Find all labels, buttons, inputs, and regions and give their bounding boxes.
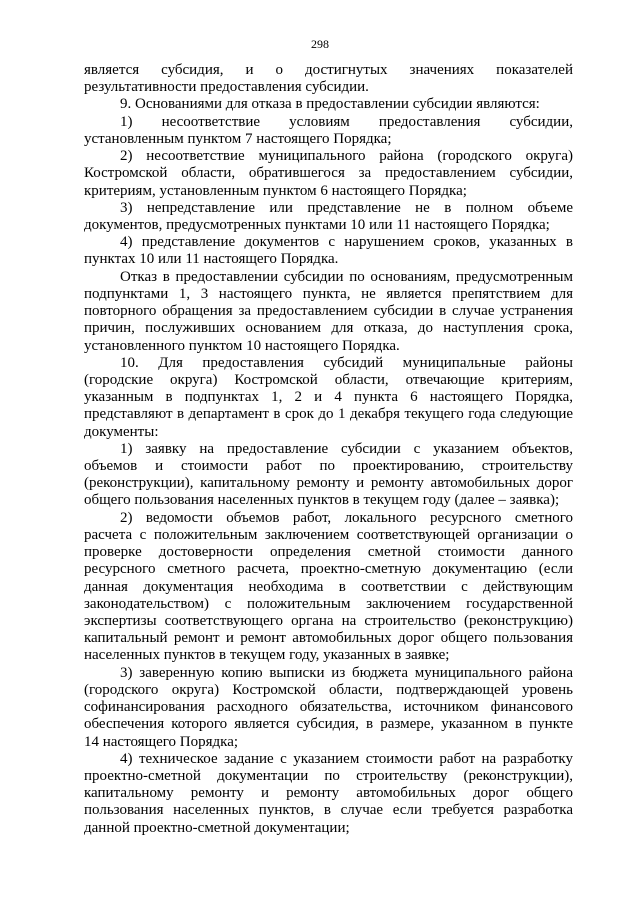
paragraph-doc-2	[84, 510, 573, 665]
text-line: софинансирования расходного обязательства, источником финансового	[84, 699, 573, 716]
text-line: объемов и стоимости работ по проектированию, строительству	[84, 458, 573, 475]
text-line: 2) ведомости объемов работ, локального ресурсного сметного	[120, 509, 573, 526]
text-line: причин, послуживших основанием для отказа, до наступления срока,	[84, 320, 573, 337]
text-line: 9. Основаниями для отказа в предоставлении субсидии являются:	[120, 96, 540, 113]
text-line: проверке достоверности определения сметной стоимости данного	[84, 544, 573, 561]
text-line: документы:	[84, 423, 159, 440]
text-line: капитальному ремонту и ремонту автомобильных дорог общего	[84, 785, 573, 802]
text-line: экспертизы соответствующего органа на строительство (реконструкцию)	[84, 613, 573, 629]
paragraph-doc-1	[84, 441, 573, 510]
text-line: Костромской области, обратившегося за предоставлением субсидии,	[84, 165, 573, 182]
text-line: указанным в подпунктах 1, 2 и 4 пункта 6 настоящего Порядка,	[84, 389, 573, 406]
text-line: (реконструкции), капитальному ремонту и ремонту автомобильных дорог	[84, 475, 573, 492]
text-line: результативности предоставления субсидии.	[84, 79, 369, 96]
paragraph-continuation	[84, 62, 573, 96]
text-line: ресурсного сметного расчета, проектно-сметную документацию (если	[84, 561, 573, 578]
text-line: установленным пунктом 7 настоящего Порядка;	[84, 130, 392, 147]
paragraph-item-9	[84, 96, 573, 113]
paragraph-doc-4	[84, 751, 573, 837]
text-line: подпунктами 1, 3 настоящего пункта, не является препятствием для	[84, 285, 573, 302]
paragraph-item-10	[84, 355, 573, 441]
text-line: 1) несоответствие условиям предоставления субсидии,	[120, 113, 573, 130]
text-line: документов, предусмотренных пунктами 10 или 11 настоящего Порядка;	[84, 216, 550, 233]
text-line: 10. Для предоставления субсидий муниципальные районы	[120, 354, 573, 371]
text-line: представляют в департамент в срок до 1 декабря текущего года следующие	[84, 406, 573, 423]
text-line: законодательством) с положительным заключением государственной	[84, 595, 573, 612]
page-number: 298	[311, 37, 329, 51]
text-line: 14 настоящего Порядка;	[84, 733, 239, 750]
text-line: повторного обращения за предоставлением субсидии в случае устранения	[84, 303, 573, 320]
paragraph-doc-3	[84, 665, 573, 751]
text-line: данная документация необходима в соответствии с действующим	[84, 578, 573, 595]
text-line: критериям, установленным пунктом 6 настоящего Порядка;	[84, 182, 467, 199]
paragraph-subitem-1	[84, 114, 573, 148]
text-line: 2) несоответствие муниципального района (городского округа)	[120, 148, 573, 165]
text-line: общего пользования населенных пунктов в текущем году (далее – заявка);	[84, 492, 560, 509]
text-line: 3) заверенную копию выписки из бюджета муниципального района	[120, 664, 573, 681]
text-line: пунктах 10 или 11 настоящего Порядка.	[84, 251, 339, 268]
text-line: проектно-сметной документации по строительству (реконструкции),	[84, 767, 573, 784]
text-line: данной проектно-сметной документации;	[84, 819, 350, 836]
text-line: установленного пунктом 10 настоящего Порядка.	[84, 337, 400, 354]
text-line: 4) техническое задание с указанием стоимости работ на разработку	[120, 750, 573, 767]
text-line: 1) заявку на предоставление субсидии с указанием объектов,	[120, 440, 573, 457]
text-line: (городского округа) Костромской области, подтверждающей уровень	[84, 681, 573, 698]
paragraph-subitem-2	[84, 148, 573, 200]
text-line: 3) непредставление или представление не в полном объеме	[120, 199, 573, 216]
paragraph-subitem-4	[84, 234, 573, 268]
text-line: обеспечения которого является субсидия, в размере, указанном в пункте	[84, 716, 573, 733]
text-line: (городские округа) Костромской области, отвечающие критериям,	[84, 371, 573, 388]
text-line: капитальный ремонт и ремонт автомобильных дорог общего пользования	[84, 630, 573, 647]
text-line: 4) представление документов с нарушением сроков, указанных в	[120, 234, 573, 251]
text-line: Отказ в предоставлении субсидии по основаниям, предусмотренным	[120, 268, 573, 285]
text-line: является субсидия, и о достигнутых значениях показателей	[84, 62, 573, 78]
text-line: пользования населенных пунктов, в случае если требуется разработка	[84, 802, 573, 819]
text-line: населенных пунктов в текущем году, указанных в заявке;	[84, 647, 450, 664]
paragraph-subitem-3	[84, 200, 573, 234]
document-body	[84, 62, 573, 837]
text-line: расчета с положительным заключением соответствующей организации о	[84, 526, 573, 543]
paragraph-refusal	[84, 269, 573, 355]
